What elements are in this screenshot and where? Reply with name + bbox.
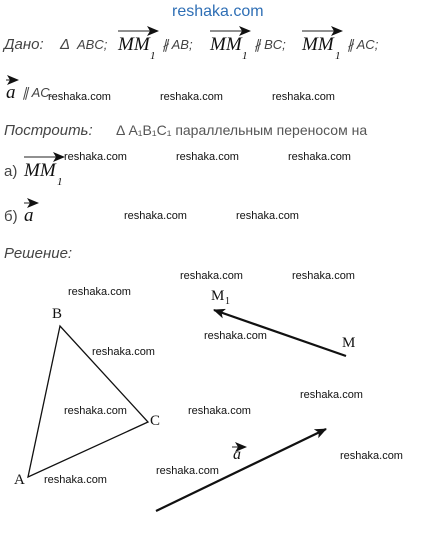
vector-mm1-c: MM [302, 34, 334, 55]
point-m-label: M [342, 335, 356, 351]
parallel-ac: ∥ AC. [22, 85, 54, 100]
point-a-label: A [14, 472, 25, 488]
not-parallel-ac: ∦ AC; [347, 37, 379, 52]
watermark: reshaka.com [48, 91, 111, 103]
watermark: reshaka.com [288, 151, 351, 163]
watermark: reshaka.com [340, 450, 403, 462]
site-title[interactable]: reshaka.com [172, 3, 264, 20]
triangle-symbol: Δ [60, 36, 71, 53]
vector-mm1: MM [118, 34, 150, 55]
vector-mm1-sub: 1 [150, 50, 156, 62]
item-a-vector-sub: 1 [57, 176, 63, 188]
watermark: reshaka.com [292, 270, 355, 282]
not-parallel-ab: ∦ AB; [162, 37, 193, 52]
solution-label: Решение: [4, 245, 73, 262]
watermark: reshaka.com [44, 474, 107, 486]
point-m1-label: M [211, 288, 225, 304]
construct-text: Δ A₁B₁C₁ параллельным переносом на [116, 122, 368, 138]
not-parallel-bc: ∦ BC; [254, 37, 286, 52]
watermark: reshaka.com [188, 405, 251, 417]
item-a-label: а) [4, 163, 18, 180]
construct-label: Построить: [4, 122, 93, 139]
point-b-label: B [52, 306, 63, 322]
watermark: reshaka.com [236, 210, 299, 222]
vector-mm1-b: MM [210, 34, 242, 55]
triangle-name: ABC; [77, 37, 108, 52]
watermark: reshaka.com [176, 151, 239, 163]
watermark: reshaka.com [92, 346, 155, 358]
watermark: reshaka.com [204, 330, 267, 342]
item-b-label: б) [4, 208, 18, 225]
watermark: reshaka.com [180, 270, 243, 282]
watermark: reshaka.com [68, 286, 131, 298]
watermark: reshaka.com [272, 91, 335, 103]
vector-a-given: a [6, 82, 16, 103]
vector-mm1-c-sub: 1 [335, 50, 341, 62]
vector-mm1-b-sub: 1 [242, 50, 248, 62]
vector-a-label: a [233, 446, 241, 463]
watermark: reshaka.com [124, 210, 187, 222]
given-label: Дано: [4, 36, 44, 53]
watermark: reshaka.com [160, 91, 223, 103]
item-a-vector: MM [24, 160, 56, 181]
watermark: reshaka.com [64, 405, 127, 417]
point-m1-sub: 1 [225, 296, 230, 307]
point-c-label: C [150, 413, 161, 429]
watermark: reshaka.com [300, 389, 363, 401]
watermark: reshaka.com [156, 465, 219, 477]
watermark: reshaka.com [64, 151, 127, 163]
item-b-vector: a [24, 205, 34, 226]
